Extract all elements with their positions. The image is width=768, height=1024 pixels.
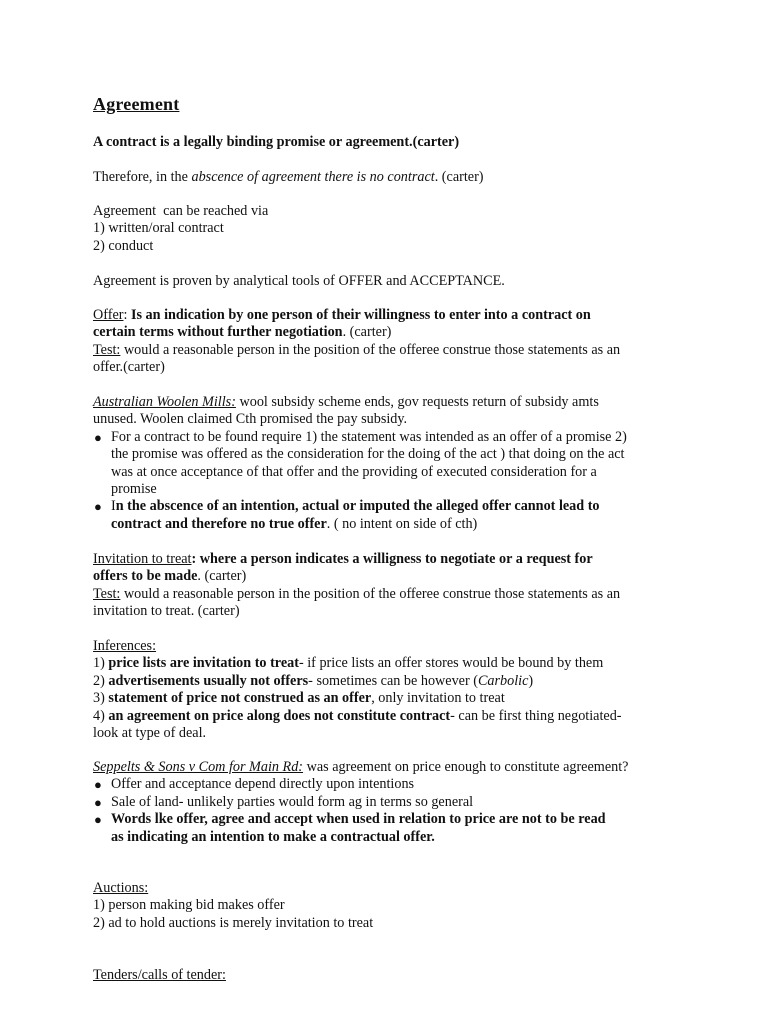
itt-colon: : xyxy=(191,551,197,567)
therefore-pre: Therefore, in the xyxy=(93,169,192,185)
bullet-text: . ( no intent on side of cth) xyxy=(326,515,478,532)
awm-facts: wool subsidy scheme ends, gov requests return of subsidy amts xyxy=(235,394,599,410)
bullet-text-bold: contract and therefore no true offer xyxy=(111,515,327,532)
inferences-section xyxy=(93,638,683,742)
itt-test-text: would a reasonable person in the position of the offeree construe those statements as an xyxy=(120,585,621,602)
awm-facts-cont: unused. Woolen claimed Cth promised the pay subsidy. xyxy=(93,411,408,428)
auctions-label: Auctions: xyxy=(93,880,149,896)
seppelts-bullet xyxy=(93,794,683,811)
reached-item: 2) conduct xyxy=(93,237,154,254)
inference-item xyxy=(93,655,683,672)
bullet-line: Sale of land- unlikely parties would form ag in terms so general xyxy=(111,793,474,810)
offer-test-label: Test: xyxy=(93,341,121,358)
inferences-label: Inferences: xyxy=(93,638,157,654)
reached-item: 1) written/oral contract xyxy=(93,220,224,237)
inference-bold: statement of price not construed as an offer xyxy=(108,690,372,707)
bullet-text-bold: n the abscence of an intention, actual or imputed the alleged offer cannot lead to xyxy=(115,498,600,515)
bullet-text: I xyxy=(111,498,116,515)
offer-label: Offer xyxy=(93,307,124,323)
offer-colon: : xyxy=(123,307,131,323)
awm-case-name: Australian Woolen Mills: xyxy=(93,394,236,410)
itt-citation: . (carter) xyxy=(197,568,247,585)
inference-bold: an agreement on price along does not constitute contract xyxy=(108,707,451,724)
offer-definition: Is an indication by one person of their willingness to enter into a contract on xyxy=(130,307,591,323)
awm-section xyxy=(93,394,683,533)
inference-bold: advertisements usually not offers xyxy=(108,672,309,689)
bullet-dot-icon: ● xyxy=(94,777,102,793)
itt-test-label: Test: xyxy=(93,585,121,602)
itt-test-text-cont: invitation to treat. (carter) xyxy=(93,603,240,620)
proven-statement: Agreement is proven by analytical tools of OFFER and ACCEPTANCE. xyxy=(93,273,505,289)
awm-bullet xyxy=(93,498,683,533)
itt-definition-cont: offers to be made xyxy=(93,568,198,585)
offer-test-text-cont: offer.(carter) xyxy=(93,359,165,376)
seppelts-case-name: Seppelts & Sons v Com for Main Rd: xyxy=(93,759,304,775)
itt-definition: where a person indicates a willigness to negotiate or a request for xyxy=(196,551,593,567)
inference-number: 2) xyxy=(93,672,109,689)
contract-definition: A contract is a legally binding promise or agreement.(carter) xyxy=(93,134,460,150)
page-title: Agreement xyxy=(93,94,180,114)
bullet-line: Offer and acceptance depend directly upon intentions xyxy=(111,776,415,793)
offer-test-text: would a reasonable person in the position of the offeree construe those statements as an xyxy=(120,341,621,358)
therefore-statement xyxy=(93,169,683,186)
reached-intro: Agreement can be reached via xyxy=(93,203,269,219)
seppelts-section xyxy=(93,759,683,846)
inference-text: , only invitation to treat xyxy=(371,690,505,707)
bullet-line: as indicating an intention to make a contractual offer. xyxy=(111,828,435,845)
bullet-line: Words lke offer, agree and accept when used in relation to price are not to be read xyxy=(111,811,606,828)
bullet-line: For a contract to be found require 1) the statement was intended as an offer of a promise 2) xyxy=(111,428,627,445)
inference-number: 1) xyxy=(93,655,109,672)
bullet-line: promise xyxy=(111,481,157,498)
auctions-item: 1) person making bid makes offer xyxy=(93,897,285,914)
inference-number: 4) xyxy=(93,707,109,724)
tenders-label: Tenders/calls of tender: xyxy=(93,967,226,983)
bullet-line: the promise was offered as the consideration for the doing of the act ) that doing on the act xyxy=(111,446,625,463)
inference-text: - sometimes can be however ( xyxy=(308,672,478,689)
offer-definition-cont: certain terms without further negotiation xyxy=(93,324,343,341)
bullet-dot-icon: ● xyxy=(94,499,102,515)
bullet-dot-icon: ● xyxy=(94,794,102,810)
itt-label: Invitation to treat xyxy=(93,551,192,567)
therefore-emphasis: abscence of agreement there is no contract xyxy=(191,169,435,185)
auctions-section xyxy=(93,880,683,932)
inference-text: - can be first thing negotiated- xyxy=(450,707,622,724)
awm-bullet xyxy=(93,429,683,499)
seppelts-question: was agreement on price enough to constitute agreement? xyxy=(303,759,629,775)
inference-number: 3) xyxy=(93,690,109,707)
agreement-reached-section xyxy=(93,203,683,255)
auctions-item: 2) ad to hold auctions is merely invitation to treat xyxy=(93,914,374,931)
inference-case: Carbolic xyxy=(477,672,529,689)
therefore-post: . (carter) xyxy=(434,169,484,185)
inference-bold: price lists are invitation to treat xyxy=(108,655,299,672)
inference-item xyxy=(93,708,683,725)
seppelts-bullet xyxy=(93,776,683,793)
inference-text: - if price lists an offer stores would be bound by them xyxy=(298,655,604,672)
inference-item xyxy=(93,690,683,707)
seppelts-bullet xyxy=(93,811,683,846)
offer-section xyxy=(93,307,683,377)
inference-text: ) xyxy=(528,672,534,689)
offer-citation: . (carter) xyxy=(342,324,392,341)
bullet-line: was at once acceptance of that offer and the providing of executed consideration for a xyxy=(111,463,597,480)
bullet-dot-icon: ● xyxy=(94,429,102,445)
bullet-dot-icon: ● xyxy=(94,812,102,828)
invitation-to-treat-section xyxy=(93,551,683,621)
inference-item xyxy=(93,673,683,690)
inference-item-cont: look at type of deal. xyxy=(93,725,207,742)
